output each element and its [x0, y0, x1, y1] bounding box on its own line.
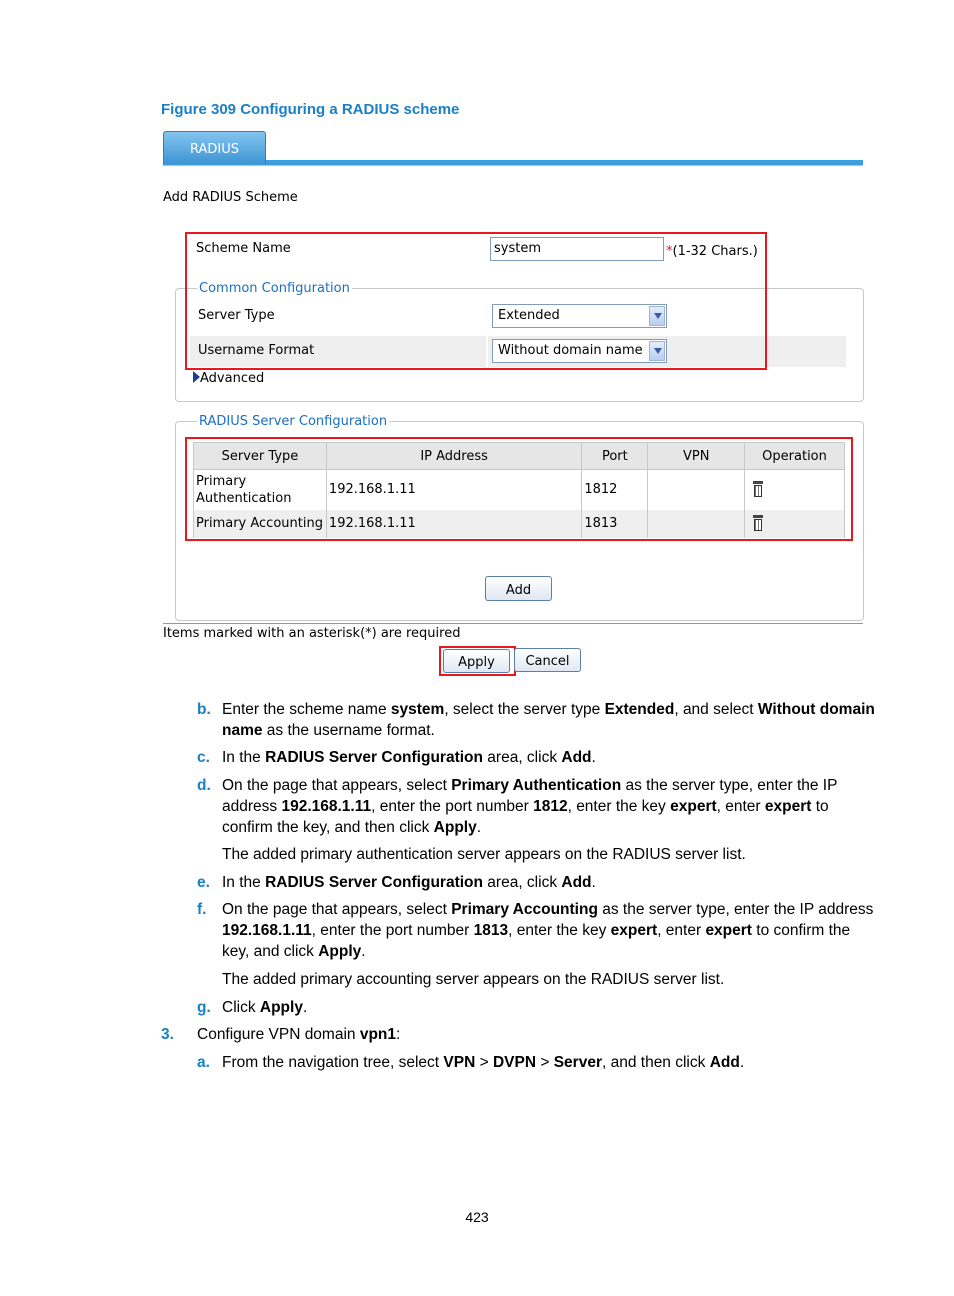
caret-right-icon: [193, 371, 200, 383]
advanced-label: Advanced: [200, 371, 265, 386]
col-operation: Operation: [745, 443, 845, 470]
cell-ip: 192.168.1.11: [326, 470, 581, 510]
cell-server-type: Primary Accounting: [194, 510, 327, 538]
add-server-button[interactable]: Add: [485, 576, 552, 601]
step-g: g. Click Apply.: [197, 999, 308, 1016]
highlight-box-table: [185, 437, 853, 541]
step-letter: d.: [197, 777, 211, 794]
step-letter: b.: [197, 701, 211, 718]
server-type-value: Extended: [498, 308, 560, 323]
step-b: b. Enter the scheme name system, select the server type Extended, and select Without domain name as the username format.: [197, 701, 875, 739]
step-letter: e.: [197, 874, 210, 891]
cell-port: 1812: [582, 470, 648, 510]
step-f: f. On the page that appears, select Primary Accounting as the server type, enter the IP address 192.168.1.11, enter the port number 1813, enter the key expert, enter expert to confirm the key, and click Apply.: [197, 901, 874, 960]
step-e: e. In the RADIUS Server Configuration area, click Add.: [197, 874, 596, 891]
col-vpn: VPN: [648, 443, 745, 470]
col-ip-address: IP Address: [326, 443, 581, 470]
step-a: a. From the navigation tree, select VPN > DVPN > Server, and then click Add.: [197, 1054, 745, 1071]
page-number: 423: [465, 1209, 489, 1225]
step-number: 3.: [161, 1026, 174, 1043]
step-letter: a.: [197, 1054, 210, 1071]
highlight-box-scheme: [185, 232, 767, 370]
scheme-name-label: Scheme Name: [196, 241, 291, 256]
apply-button[interactable]: Apply: [443, 649, 510, 673]
required-note: Items marked with an asterisk(*) are required: [163, 626, 461, 641]
step-d: d. On the page that appears, select Primary Authentication as the server type, enter the IP address 192.168.1.11, enter the port number 1812, enter the key expert, enter expert to confirm the key, and then click Apply.: [197, 777, 838, 836]
step-3: 3. Configure VPN domain vpn1:: [161, 1026, 401, 1043]
form-title: Add RADIUS Scheme: [163, 190, 298, 205]
col-server-type: Server Type: [194, 443, 327, 470]
radius-server-title: RADIUS Server Configuration: [199, 414, 388, 429]
step-f-note: The added primary accounting server appears on the RADIUS server list.: [222, 971, 725, 988]
step-d-note: The added primary authentication server appears on the RADIUS server list.: [222, 846, 746, 863]
username-format-value: Without domain name: [498, 343, 643, 358]
cell-ip: 192.168.1.11: [326, 510, 581, 538]
scheme-name-hint: *(1-32 Chars.): [666, 244, 758, 259]
advanced-toggle[interactable]: [193, 371, 264, 386]
col-port: Port: [582, 443, 648, 470]
step-letter: g.: [197, 999, 211, 1016]
username-format-label: Username Format: [198, 343, 315, 358]
step-letter: c.: [197, 749, 210, 766]
cell-port: 1813: [582, 510, 648, 538]
cancel-button[interactable]: Cancel: [514, 648, 581, 672]
server-type-label: Server Type: [198, 308, 275, 323]
step-letter: f.: [197, 901, 207, 918]
common-config-title: Common Configuration: [199, 281, 350, 296]
scheme-name-input[interactable]: system: [490, 237, 664, 261]
cell-server-type: Primary Authentication: [194, 470, 327, 510]
highlight-box-apply: [439, 646, 516, 676]
tab-bar: [163, 160, 863, 166]
figure-caption: Figure 309 Configuring a RADIUS scheme: [161, 101, 460, 118]
divider: [163, 623, 863, 624]
tab-radius[interactable]: RADIUS: [163, 131, 266, 164]
step-c: c. In the RADIUS Server Configuration area, click Add.: [197, 749, 596, 766]
